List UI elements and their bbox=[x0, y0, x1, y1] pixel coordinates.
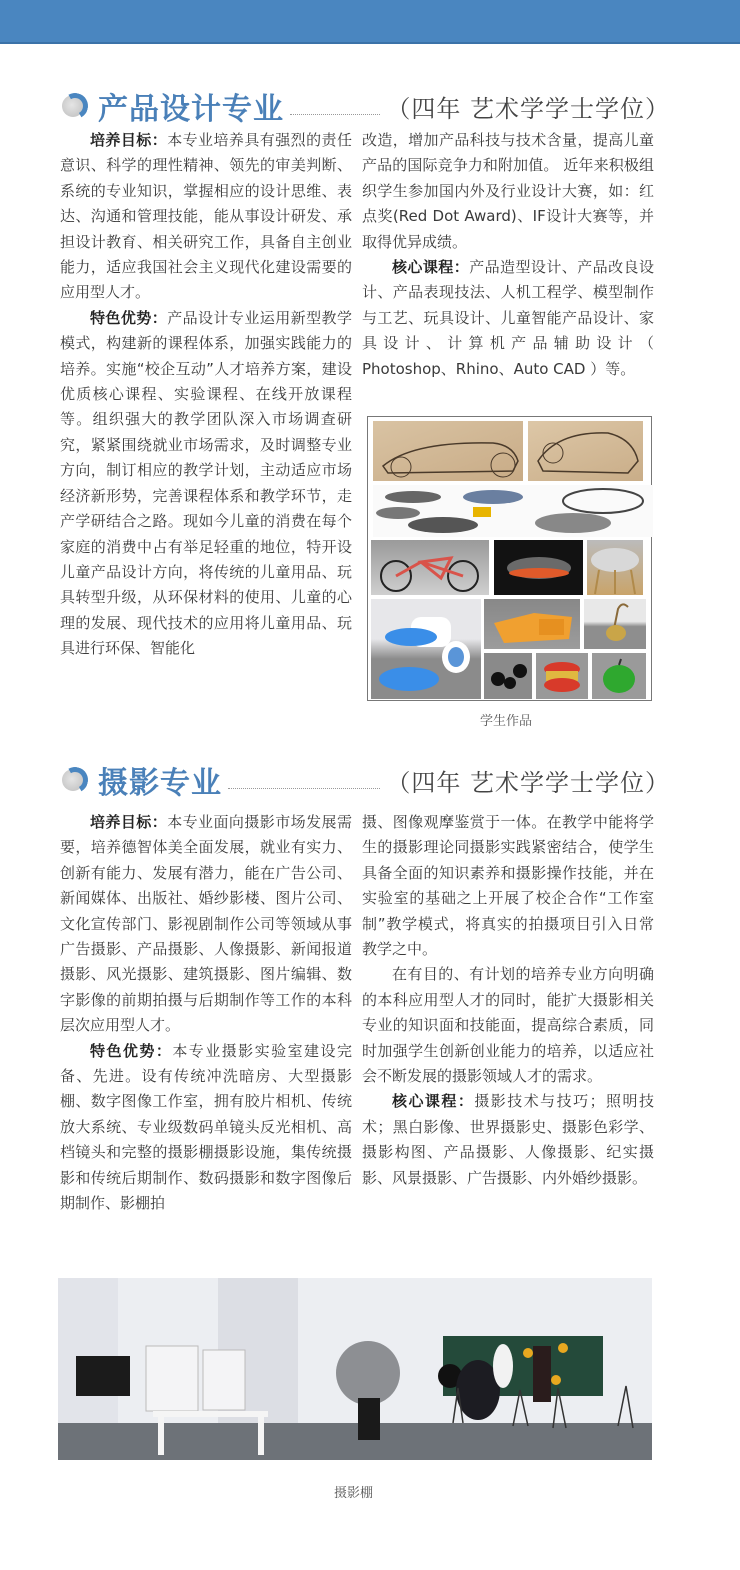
advantages-text: 本专业摄影实验室建设完备、先进。设有传统冲洗暗房、大型摄影棚、数字图像工作室，拥有胶片相机、传统放大系统、专业级数码单镜头反光相机、高档镜头和完整的摄影棚摄影设施，集传统摄影和传统后期制作、数码摄影和数字图像后期制作、影棚拍 bbox=[60, 1041, 352, 1213]
core-courses-paragraph bbox=[362, 255, 654, 382]
section-heading-product-design bbox=[60, 84, 670, 128]
concept-sketches-image bbox=[373, 485, 653, 537]
toy-car-photo bbox=[484, 599, 580, 649]
photography-right-column bbox=[362, 810, 654, 1191]
extra-paragraph: 在有目的、有计划的培养专业方向明确的本科应用型人才的同时，能扩大摄影相关专业的知识面和技能面，提高综合素质，同时加强学生创新创业能力的培养，以适应社会不断发展的摄影领域人才的需求。 bbox=[362, 965, 654, 1086]
apple-toy-photo bbox=[592, 653, 646, 699]
bicycle-photo bbox=[371, 540, 489, 595]
shell-design-photo bbox=[494, 540, 583, 595]
yoyo-photo bbox=[536, 653, 588, 699]
training-goal-paragraph bbox=[60, 810, 352, 1039]
training-goal-text: 本专业培养具有强烈的责任意识、科学的理性精神、领先的审美判断、系统的专业知识，掌握相应的设计思维、表达、沟通和管理技能，能从事设计研发、承担设计教育、相关研究工作，具备自主创业能力，适应我国社会主义现代化建设需要的应用型人才。 bbox=[60, 131, 352, 302]
advantages-continued: 摄、图像观摩鉴赏于一体。在教学中能将学生的摄影理论同摄影实践紧密结合，使学生具备全面的知识素养和摄影操作技能，并在实验室的基础之上开展了校企合作“工作室制”教学模式，将真实的拍摄项目引入日常教学之中。 bbox=[362, 813, 654, 959]
circle-arc-bullet-icon bbox=[60, 765, 90, 795]
advantages-continued: 改造，增加产品科技与技术含量，提高儿童产品的国际竞争力和附加值。 近年来积极组织学生参加国内外及行业设计大赛，如：红点奖(Red Dot Award)、IF设计大赛等，并取得优异成绩。 bbox=[362, 131, 654, 251]
car-sketch-image bbox=[373, 421, 523, 481]
advantages-paragraph bbox=[60, 306, 352, 662]
advantages-paragraph bbox=[60, 1039, 352, 1217]
training-goal-label: 培养目标： bbox=[90, 813, 168, 831]
section-heading-photography bbox=[60, 758, 670, 802]
advantages-label: 特色优势： bbox=[90, 308, 168, 327]
dotted-leader bbox=[290, 114, 380, 115]
product-design-right-column bbox=[362, 128, 654, 382]
photography-left-column bbox=[60, 810, 352, 1217]
degree-info: （四年 艺术学学士学位） bbox=[386, 768, 670, 797]
kids-chair-photo bbox=[371, 599, 481, 699]
training-goal-paragraph bbox=[60, 128, 352, 306]
studio-caption: 摄影棚 bbox=[334, 1486, 374, 1501]
section-title: 摄影专业 bbox=[98, 766, 222, 801]
training-goal-label: 培养目标： bbox=[90, 131, 168, 149]
photo-studio-image bbox=[58, 1278, 652, 1460]
degree-info: （四年 艺术学学士学位） bbox=[386, 94, 670, 123]
training-goal-text: 本专业面向摄影市场发展需要，培养德智体美全面发展，就业有实力、创新有能力、发展有潜力，能在广告公司、新闻媒体、出版社、婚纱影楼、图片公司、文化宣传部门、影视剧制作公司等领域从事广告摄影、产品摄影、人像摄影、新闻报道摄影、风光摄影、建筑摄影、图片编辑、数字影像的前期拍摄与后期制作等工作的本科层次应用型人才。 bbox=[60, 813, 352, 1035]
gallery-caption: 学生作品 bbox=[480, 714, 533, 729]
metal-chair-photo bbox=[587, 540, 643, 595]
core-courses-text: 产品造型设计、产品改良设计、产品表现技法、人机工程学、模型制作与工艺、玩具设计、儿童智能产品设计、家具设计、计算机产品辅助设计（ Photoshop、Rhino、Auto CAD ）等。 bbox=[362, 258, 654, 378]
dotted-leader bbox=[228, 788, 380, 789]
product-design-left-column bbox=[60, 128, 352, 662]
car-sketch-image bbox=[528, 421, 643, 481]
top-banner-bar bbox=[0, 0, 740, 44]
advantages-label: 特色优势： bbox=[90, 1041, 173, 1060]
advantages-text: 产品设计专业运用新型教学模式，构建新的课程体系，加强实践能力的培养。实施“校企互动”人才培养方案，建设优质核心课程、实验课程、在线开放课程等。组织强大的教学团队深入市场调查研究，紧紧围绕就业市场需求，及时调整专业方向，制订相应的教学计划，主动适应市场经济新形势，完善课程体系和教学环节，走产学研结合之路。现如今儿童的消费在每个家庭的消费中占有举足轻重的地位，特开设儿童产品设计方向，将传统的儿童用品、玩具转型升级，从环保材料的使用、儿童的心理的发展、现代技术的应用将儿童用品、玩具进行环保、智能化 bbox=[60, 308, 352, 658]
core-courses-text: 摄影技术与技巧；照明技术；黑白影像、世界摄影史、摄影色彩学、摄影构图、产品摄影、人像摄影、纪实摄影、风景摄影、广告摄影、内外婚纱摄影。 bbox=[362, 1092, 654, 1187]
core-courses-label: 核心课程： bbox=[392, 258, 470, 277]
student-works-gallery bbox=[367, 416, 652, 701]
wheels-photo bbox=[484, 653, 532, 699]
hook-product-photo bbox=[584, 599, 646, 649]
core-courses-paragraph bbox=[362, 1089, 654, 1191]
core-courses-label: 核心课程： bbox=[392, 1092, 475, 1111]
circle-arc-bullet-icon bbox=[60, 91, 90, 121]
section-title: 产品设计专业 bbox=[98, 92, 284, 127]
